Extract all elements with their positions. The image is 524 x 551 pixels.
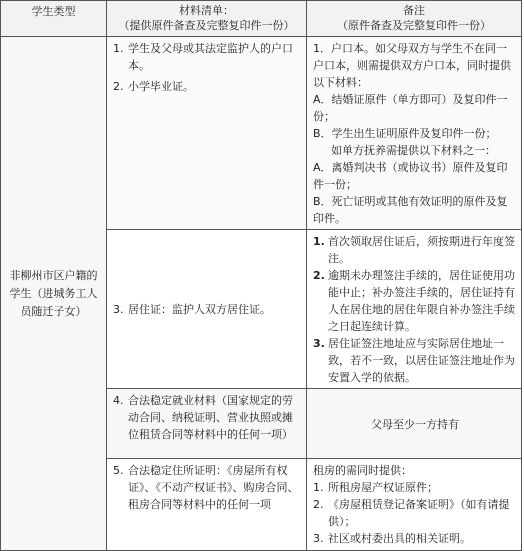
item-number: 2. — [113, 80, 124, 93]
note-line: A．结婚证原件（单方即可）及复印件一份； — [313, 93, 508, 123]
list-item — [113, 78, 302, 95]
header-materials-title: 材料清单： — [179, 4, 234, 17]
note-line: B．学生出生证明原件及复印件一份； — [313, 127, 497, 140]
item-number: 2. — [313, 498, 324, 511]
item-number: 2. — [313, 269, 325, 282]
item-text: 首次领取居住证后，须按期进行年度签注。 — [328, 235, 515, 265]
list-item — [113, 301, 302, 318]
student-category: 非柳州市区户籍的学生（进城务工人员随迁子女） — [9, 268, 98, 318]
item-number: 3. — [313, 532, 324, 545]
note-line: 1．户口本。如父母双方与学生不在同一户口本，则需提供双方户口本，同时提供以下材料： — [313, 42, 511, 89]
header-student-type-label: 学生类型 — [31, 5, 76, 18]
item-text: 居住证签注地址应与实际居住地址一致，若不一致，以居住证签注地址作为安置入学的依据。 — [328, 337, 515, 384]
item-text: 逾期未办理签注手续的，居住证使用功能中止；补办签注手续的，居住证持有人在居住地的居住年限自补办签注手续之日起连续计算。 — [328, 269, 515, 333]
materials-cell-job — [107, 389, 307, 459]
header-notes-title: 备注 — [403, 4, 425, 17]
list-item — [313, 496, 517, 530]
item-number: 3. — [313, 337, 325, 350]
item-number: 1. — [313, 481, 324, 494]
list-item — [313, 530, 517, 547]
student-category-cell — [1, 37, 107, 551]
item-number: 1. — [113, 42, 124, 55]
item-number: 4. — [113, 394, 124, 407]
materials-cell-house — [107, 459, 307, 551]
notes-cell-hukou — [307, 37, 522, 230]
header-student-type — [1, 1, 107, 37]
item-text: 《房屋租赁登记备案证明》（如有请提供）； — [328, 498, 510, 528]
house-note-title: 租房的需同时提供： — [313, 464, 412, 477]
note-line: 如单方抚养需提供以下材料之一： — [331, 144, 496, 157]
note-line: B．死亡证明或其他有效证明的原件及复印件。 — [313, 195, 508, 225]
table-row — [1, 37, 522, 230]
item-text: 所租房屋产权证原件； — [328, 481, 438, 494]
list-item — [313, 335, 517, 386]
header-notes-subtitle: （原件备查及完整复印件一份） — [337, 19, 491, 32]
list-item — [113, 392, 302, 443]
list-item — [313, 267, 517, 335]
list-item — [113, 462, 302, 513]
table-header-row — [1, 1, 522, 37]
item-text: 小学毕业证。 — [128, 80, 194, 93]
item-number: 3. — [113, 303, 124, 316]
list-item — [313, 233, 517, 267]
item-text: 学生及父母或其法定监护人的户口本。 — [128, 42, 293, 72]
materials-cell-residence — [107, 230, 307, 389]
notes-cell-job — [307, 389, 522, 459]
materials-cell-hukou — [107, 37, 307, 230]
item-text: 合法稳定住所证明：《房屋所有权证》、《不动产权证书》、购房合同、租房合同等材料中的任何一项 — [128, 464, 299, 511]
notes-cell-residence — [307, 230, 522, 389]
notes-cell-house — [307, 459, 522, 551]
item-text: 居住证：监护人双方居住证。 — [128, 303, 271, 316]
item-text: 合法稳定就业材料（国家规定的劳动合同、纳税证明、营业执照或摊位租赁合同等材料中的任何一项） — [128, 394, 293, 441]
item-number: 1. — [313, 235, 325, 248]
header-materials-subtitle: （提供原件备查及完整复印件一份） — [118, 19, 295, 32]
item-number: 5. — [113, 464, 124, 477]
item-text: 社区或村委出具的相关证明。 — [328, 532, 471, 545]
list-item — [113, 40, 302, 74]
job-note: 父母至少一方持有 — [371, 417, 459, 431]
list-item — [313, 479, 517, 496]
note-line: A．离婚判决书（或协议书）原件及复印件一份； — [313, 161, 508, 191]
header-materials — [107, 1, 307, 37]
header-notes — [307, 1, 522, 37]
